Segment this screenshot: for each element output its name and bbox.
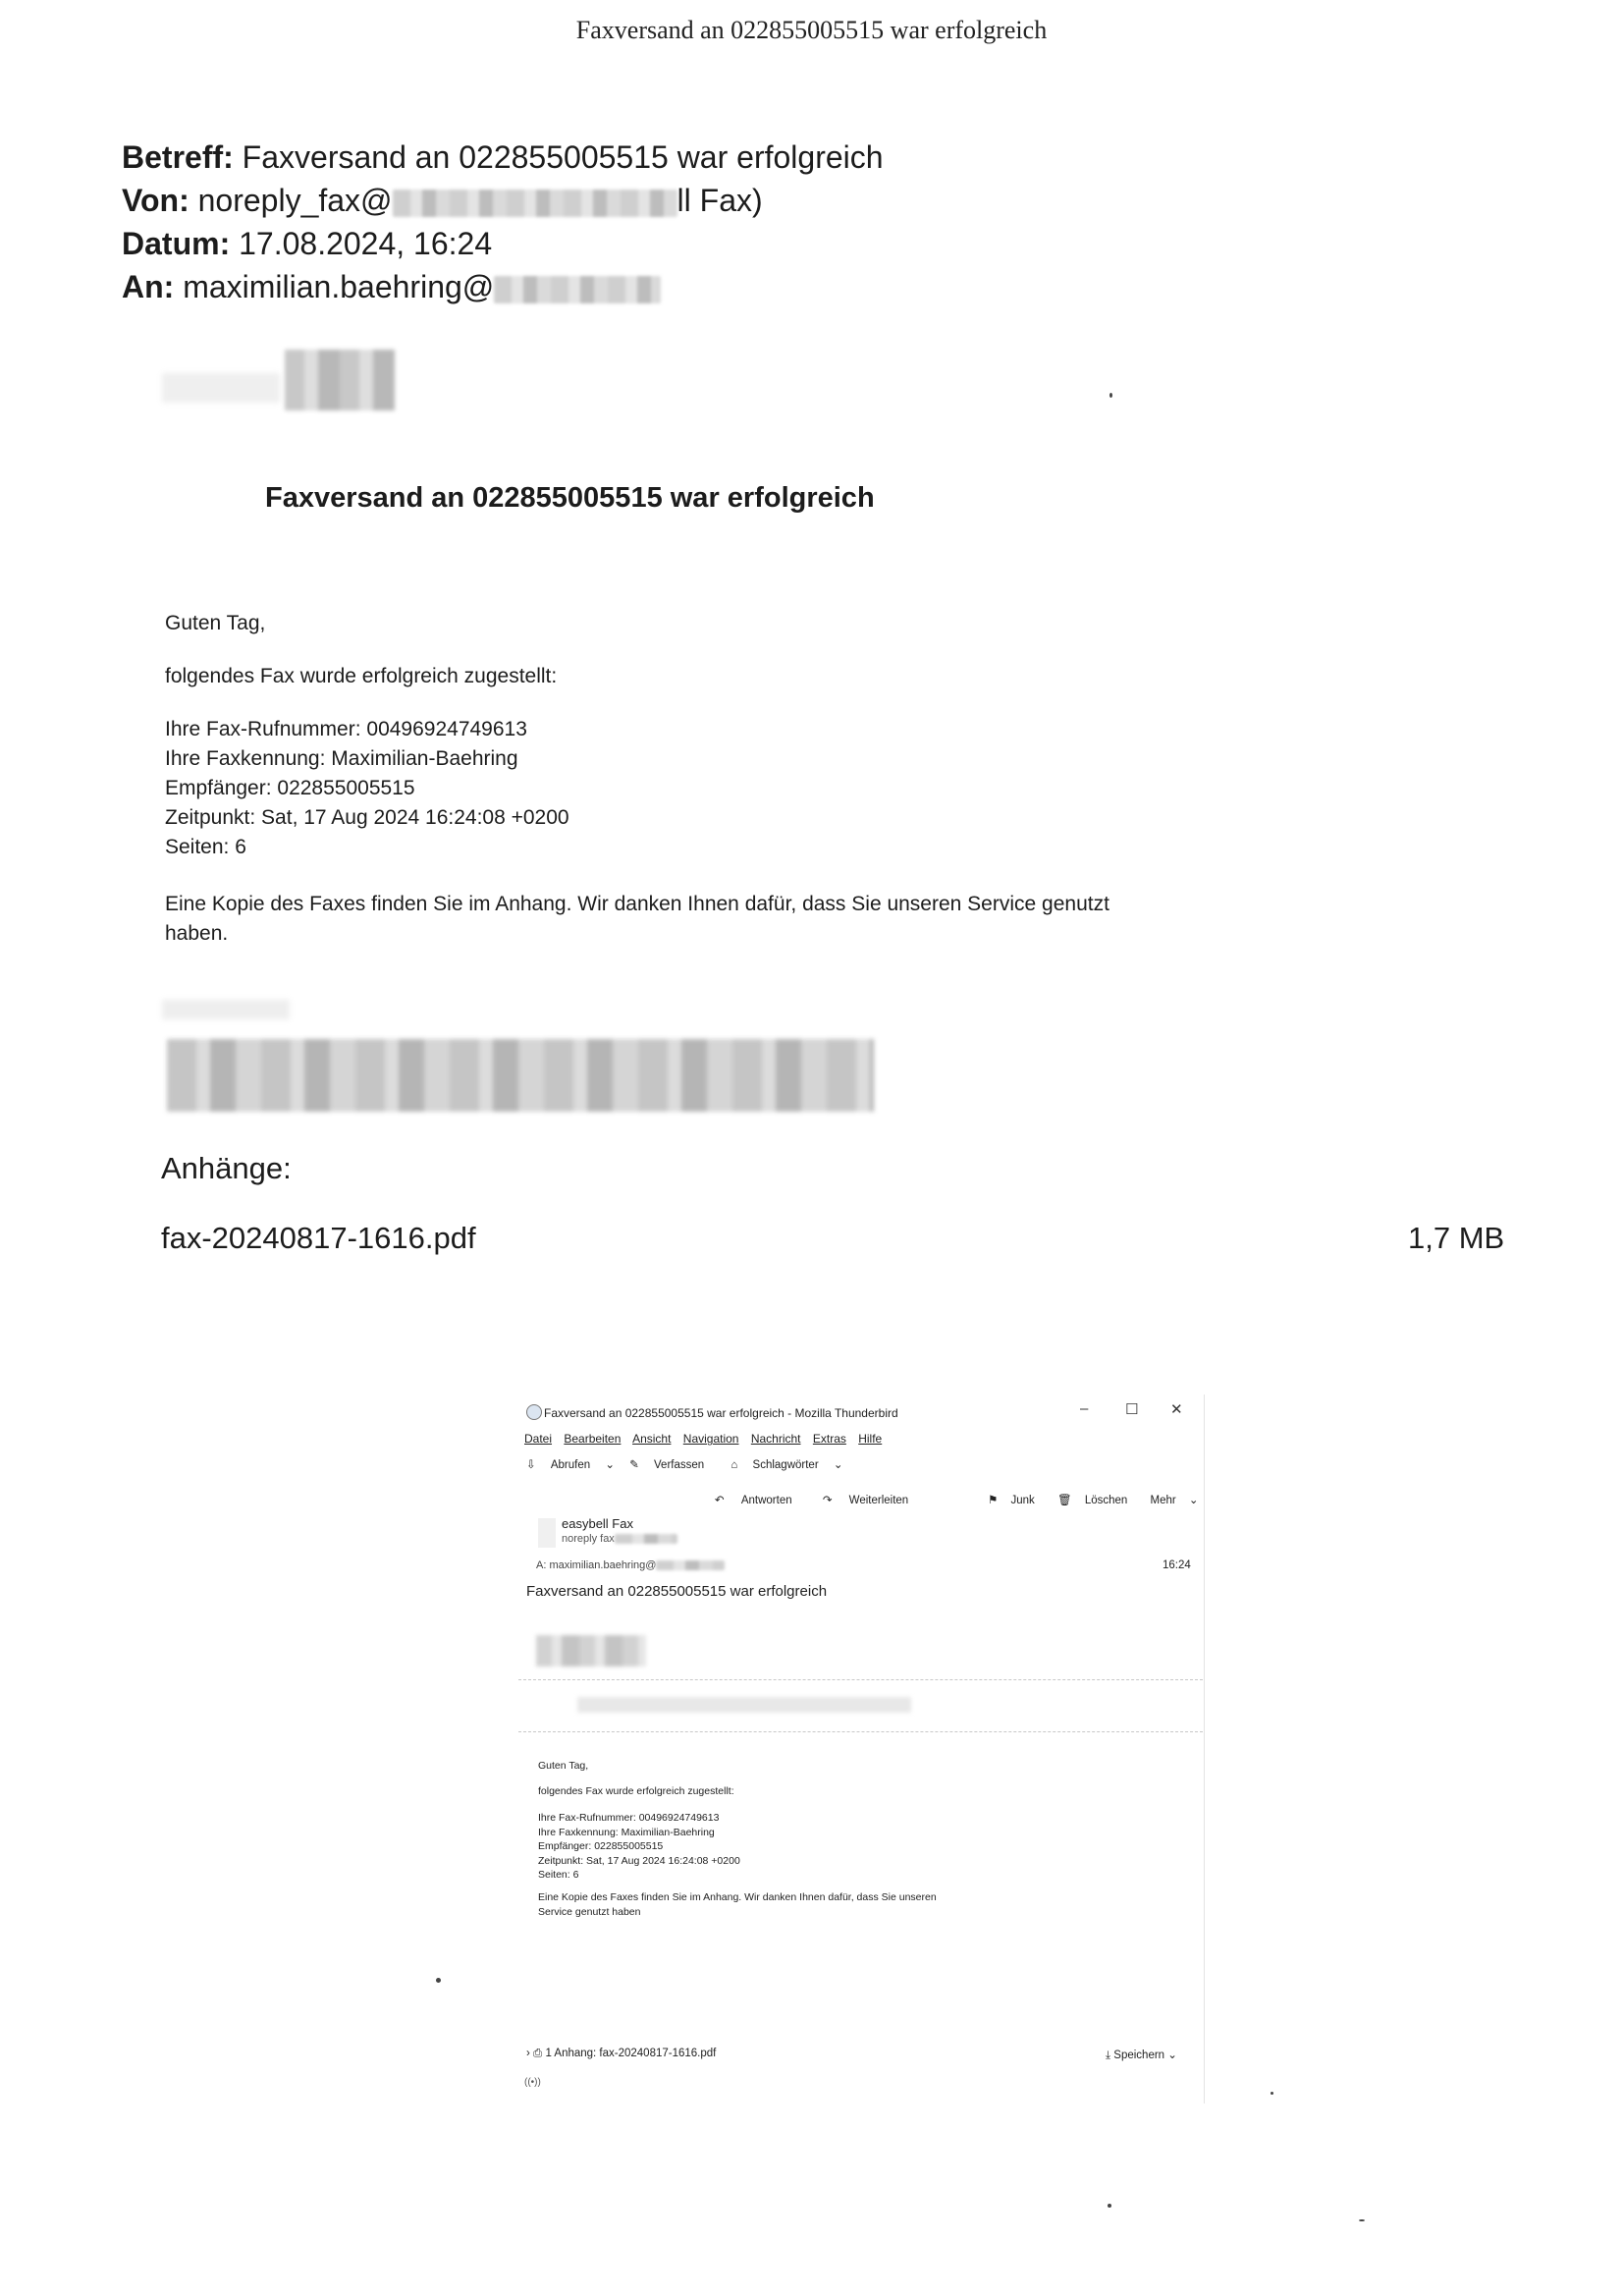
greeting: Guten Tag, xyxy=(165,612,266,634)
scan-speck xyxy=(1108,2204,1111,2208)
closing-line-2: haben. xyxy=(165,922,229,945)
subject-value: Faxversand an 022855005515 war erfolgreich xyxy=(242,139,884,175)
closing xyxy=(165,890,1109,949)
download-icon: ⇩ xyxy=(526,1459,539,1471)
tb-detail-pages: Seiten: 6 xyxy=(538,1869,579,1881)
date-value: 17.08.2024, 16:24 xyxy=(239,226,493,261)
tb-delete-button[interactable]: 🗑 Löschen xyxy=(1057,1495,1128,1506)
to-label: An: xyxy=(122,269,175,304)
tb-forward-button[interactable]: ↷ Weiterleiten xyxy=(822,1495,909,1506)
page-title: Faxversand an 022855005515 war erfolgreich xyxy=(575,16,1048,44)
recipient-icon: A: xyxy=(536,1559,550,1571)
menu-datei[interactable]: Datei xyxy=(524,1432,553,1446)
tb-junk-button[interactable]: ⚑ Junk xyxy=(988,1495,1035,1506)
tb-greeting: Guten Tag, xyxy=(538,1760,589,1772)
trash-icon: 🗑 xyxy=(1057,1495,1075,1506)
tb-window-title: Faxversand an 022855005515 war erfolgreich - Mozilla Thunderbird xyxy=(544,1406,898,1420)
minimize-icon[interactable]: – xyxy=(1080,1400,1089,1417)
reply-icon: ↶ xyxy=(715,1495,728,1506)
from-row xyxy=(122,179,763,222)
to-value-prefix: maximilian.baehring@ xyxy=(183,269,495,304)
scan-speck xyxy=(1359,2219,1365,2221)
maximize-icon[interactable]: ☐ xyxy=(1125,1401,1139,1418)
redacted-signature xyxy=(167,1039,874,1112)
detail-fax-id: Ihre Faxkennung: Maximilian-Baehring xyxy=(165,747,518,770)
scan-speck xyxy=(1271,2092,1273,2095)
attachment-file-name[interactable]: fax-20240817-1616.pdf xyxy=(161,1221,476,1255)
scan-speck xyxy=(1109,393,1112,398)
redacted-from xyxy=(393,190,677,217)
junk-icon: ⚑ xyxy=(988,1495,1001,1506)
save-icon: ⤓ xyxy=(1106,2050,1114,2061)
redacted-logo-shadow xyxy=(162,373,280,403)
tb-menubar xyxy=(524,1432,891,1446)
thunderbird-screenshot xyxy=(518,1394,1205,2104)
redacted-logo xyxy=(285,350,395,410)
detail-recipient: Empfänger: 022855005515 xyxy=(165,777,415,799)
redacted-tb-from xyxy=(615,1534,677,1544)
from-label: Von: xyxy=(122,183,189,218)
chevron-right-icon: › xyxy=(526,2048,534,2059)
wifi-icon: ((•)) xyxy=(524,2077,541,2088)
subject-label: Betreff: xyxy=(122,139,234,175)
tb-tags-button[interactable]: ⌂ Schlagwörter ⌄ xyxy=(730,1459,843,1471)
redacted-to xyxy=(494,276,661,303)
menu-nachricht[interactable]: Nachricht xyxy=(750,1432,801,1446)
tb-detail-fax-number: Ihre Fax-Rufnummer: 00496924749613 xyxy=(538,1812,720,1824)
redacted-signature-small xyxy=(162,1000,290,1019)
menu-bearbeiten[interactable]: Bearbeiten xyxy=(564,1432,622,1446)
tb-save-button[interactable]: ⤓ Speichern ⌄ xyxy=(1106,2050,1177,2061)
detail-fax-number: Ihre Fax-Rufnummer: 00496924749613 xyxy=(165,718,527,740)
tb-attachment-bar[interactable]: › ⎙ 1 Anhang: fax-20240817-1616.pdf xyxy=(526,2048,717,2059)
menu-navigation[interactable]: Navigation xyxy=(682,1432,739,1446)
redacted-tb-banner-text xyxy=(577,1697,911,1713)
intro: folgendes Fax wurde erfolgreich zugestellt: xyxy=(165,665,558,687)
tb-message-actions xyxy=(715,1493,936,1506)
from-value-suffix: ll Fax) xyxy=(676,183,763,218)
date-row xyxy=(122,222,492,265)
redacted-tb-to xyxy=(656,1560,725,1570)
fax-details xyxy=(165,715,569,862)
menu-ansicht[interactable]: Ansicht xyxy=(632,1432,672,1446)
tb-compose-button[interactable]: ✎ Verfassen xyxy=(629,1459,705,1471)
thunderbird-logo-icon xyxy=(526,1404,542,1420)
tb-more-button[interactable]: Mehr ⌄ xyxy=(1150,1495,1199,1506)
tb-detail-fax-id: Ihre Faxkennung: Maximilian-Baehring xyxy=(538,1826,715,1838)
tb-message-actions-right xyxy=(988,1493,1209,1506)
paperclip-icon: ⎙ xyxy=(533,2048,546,2059)
redacted-tb-logo xyxy=(536,1635,646,1667)
tb-time: 16:24 xyxy=(1163,1559,1191,1571)
menu-hilfe[interactable]: Hilfe xyxy=(858,1432,883,1446)
from-value-prefix: noreply_fax@ xyxy=(197,183,393,218)
forward-icon: ↷ xyxy=(822,1495,836,1506)
tb-to-address: A: maximilian.baehring@ xyxy=(536,1559,725,1571)
subject-row xyxy=(122,136,884,179)
tb-toolbar xyxy=(526,1457,855,1471)
tb-intro: folgendes Fax wurde erfolgreich zugestellt: xyxy=(538,1785,734,1797)
tb-details xyxy=(538,1811,740,1883)
tb-from-name[interactable]: easybell Fax xyxy=(562,1516,633,1531)
detail-pages: Seiten: 6 xyxy=(165,836,246,858)
mail-heading: Faxversand an 022855005515 war erfolgreich xyxy=(265,482,875,514)
tb-detail-timestamp: Zeitpunkt: Sat, 17 Aug 2024 16:24:08 +0200 xyxy=(538,1854,740,1867)
tb-detail-recipient: Empfänger: 022855005515 xyxy=(538,1840,664,1852)
detail-timestamp: Zeitpunkt: Sat, 17 Aug 2024 16:24:08 +0200 xyxy=(165,806,569,829)
tb-reply-button[interactable]: ↶ Antworten xyxy=(715,1495,792,1506)
pencil-icon: ✎ xyxy=(629,1459,643,1471)
menu-extras[interactable]: Extras xyxy=(812,1432,846,1446)
to-row xyxy=(122,265,661,308)
tb-from-address: noreply fax xyxy=(562,1533,677,1545)
closing-line-1: Eine Kopie des Faxes finden Sie im Anhang. Wir danken Ihnen dafür, dass Sie unseren Service genutzt xyxy=(165,893,1109,915)
tb-subject: Faxversand an 022855005515 war erfolgreich xyxy=(526,1583,828,1600)
avatar xyxy=(538,1518,556,1548)
tb-closing-line-1: Eine Kopie des Faxes finden Sie im Anhang. Wir danken Ihnen dafür, dass Sie unseren xyxy=(538,1891,937,1903)
tb-get-mail-button[interactable]: ⇩ Abrufen ⌄ xyxy=(526,1459,615,1471)
tag-icon: ⌂ xyxy=(730,1459,741,1471)
scan-speck xyxy=(436,1978,441,1983)
tb-closing xyxy=(538,1890,937,1919)
attachment-file-size: 1,7 MB xyxy=(1408,1221,1505,1255)
date-label: Datum: xyxy=(122,226,231,261)
close-icon[interactable]: ✕ xyxy=(1170,1401,1183,1418)
tb-closing-line-2: Service genutzt haben xyxy=(538,1905,641,1918)
attachments-label: Anhänge: xyxy=(161,1151,292,1185)
